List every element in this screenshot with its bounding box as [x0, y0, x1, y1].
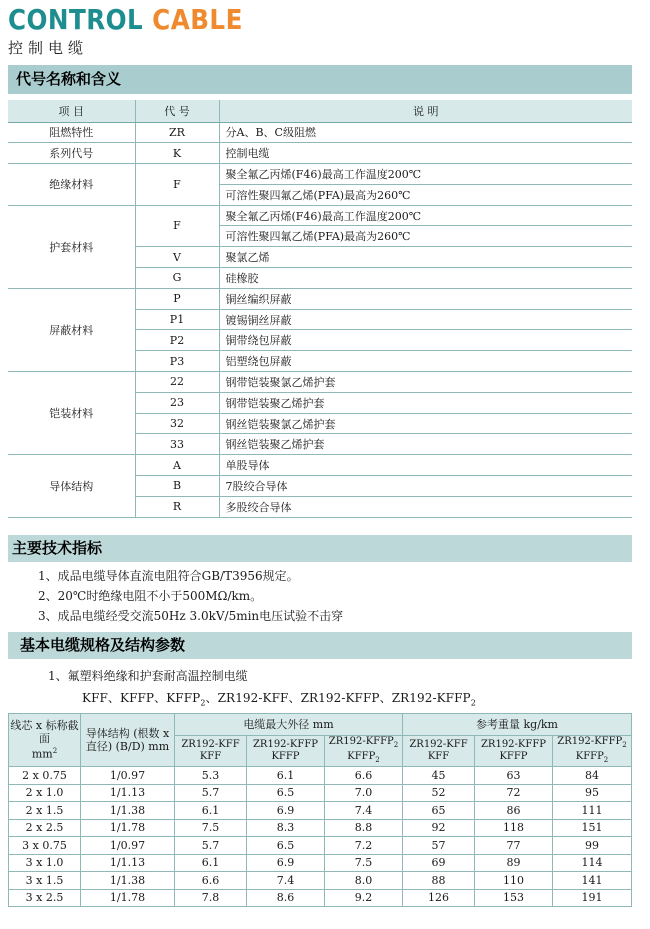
table-cell: 6.5 [247, 784, 325, 802]
cell-desc: 钢丝铠装聚氯乙烯护套 [219, 413, 632, 434]
brand-word-cable: CABLE [152, 3, 243, 36]
table-cell: 111 [553, 802, 632, 820]
table-cell: 7.5 [325, 854, 403, 872]
cell-item: 导体结构 [8, 455, 135, 517]
subheader-line: ZR192-KFFP [328, 736, 394, 747]
subheader-sub: 2 [375, 756, 380, 764]
header-cores [9, 714, 81, 767]
table-cell: 1/1.38 [81, 872, 175, 890]
table-cell: 5.7 [175, 784, 247, 802]
table-cell: 3 x 1.0 [9, 854, 81, 872]
table-cell: 7.2 [325, 837, 403, 855]
cell-desc: 铜带绕包屏蔽 [219, 330, 632, 351]
table-cell: 63 [475, 767, 553, 785]
header-desc: 说 明 [219, 100, 632, 122]
subheader-sub: 2 [622, 741, 627, 749]
table-cell: 3 x 1.5 [9, 872, 81, 890]
table-cell: 6.5 [247, 837, 325, 855]
cell-desc: 单股导体 [219, 455, 632, 476]
table-cell: 153 [475, 889, 553, 907]
table-cell: 6.1 [175, 854, 247, 872]
cell-desc: 控制电缆 [219, 143, 632, 164]
cell-item: 系列代号 [8, 143, 135, 164]
table-cell: 84 [553, 767, 632, 785]
table-row [9, 889, 632, 907]
table-row [8, 288, 632, 309]
table-cell: 110 [475, 872, 553, 890]
table-cell: 65 [403, 802, 475, 820]
cell-code: ZR [135, 122, 219, 143]
cell-item: 护套材料 [8, 205, 135, 288]
table-cell: 57 [403, 837, 475, 855]
cell-code: P1 [135, 309, 219, 330]
table-cell: 1/0.97 [81, 837, 175, 855]
params-header-row [9, 714, 632, 736]
model-list-part: 、ZR192-KFF、ZR192-KFFP、ZR192-KFFP [205, 691, 471, 705]
table-cell: 69 [403, 854, 475, 872]
subheader-b [247, 736, 325, 767]
cell-desc: 钢带铠装聚氯乙烯护套 [219, 372, 632, 393]
cell-desc: 可溶性聚四氟乙烯(PFA)最高为260℃ [219, 226, 632, 247]
table-cell: 6.6 [175, 872, 247, 890]
table-cell: 1/1.13 [81, 784, 175, 802]
table-cell: 88 [403, 872, 475, 890]
table-cell: 52 [403, 784, 475, 802]
table-cell: 6.1 [247, 767, 325, 785]
table-cell: 8.6 [247, 889, 325, 907]
table-cell: 1/0.97 [81, 767, 175, 785]
table-cell: 114 [553, 854, 632, 872]
table-row [8, 143, 632, 164]
table-row [9, 819, 632, 837]
params-body [9, 767, 632, 907]
table-cell: 151 [553, 819, 632, 837]
subheader-line: ZR192-KFF [181, 739, 240, 750]
header-item: 项 目 [8, 100, 135, 122]
table-cell: 92 [403, 819, 475, 837]
cell-code: 23 [135, 392, 219, 413]
specs-list [38, 566, 343, 626]
table-cell: 3 x 2.5 [9, 889, 81, 907]
cell-code: 32 [135, 413, 219, 434]
section-title-codes: 代号名称和含义 [8, 65, 632, 94]
cell-code: F [135, 164, 219, 206]
table-cell: 8.3 [247, 819, 325, 837]
brand-word-control: CONTROL [8, 3, 144, 36]
header-od: 电缆最大外径 mm [175, 714, 403, 736]
subheader-line: ZR192-KFFP [480, 739, 547, 750]
subheader-line: KFFP [499, 751, 528, 762]
table-row [8, 164, 632, 185]
table-cell: 2 x 2.5 [9, 819, 81, 837]
cell-code: P3 [135, 351, 219, 372]
cell-code: K [135, 143, 219, 164]
brand-title-cn: 控制电缆 [8, 39, 89, 57]
cell-desc: 多股绞合导体 [219, 496, 632, 517]
cell-item: 绝缘材料 [8, 164, 135, 206]
subheader-a [175, 736, 247, 767]
table-row [8, 372, 632, 393]
table-cell: 5.3 [175, 767, 247, 785]
cell-code: G [135, 268, 219, 289]
cable-type-heading: 1、氟塑料绝缘和护套耐高温控制电缆 [48, 669, 248, 683]
table-cell: 86 [475, 802, 553, 820]
cell-code: F [135, 205, 219, 247]
header-cores-sup: 2 [52, 747, 58, 756]
brand-header [8, 5, 275, 58]
table-cell: 45 [403, 767, 475, 785]
cell-desc: 聚全氟乙丙烯(F46)最高工作温度200℃ [219, 205, 632, 226]
table-cell: 141 [553, 872, 632, 890]
table-row [8, 122, 632, 143]
subheader-line: ZR192-KFFP [252, 739, 319, 750]
brand-title-en [8, 5, 243, 35]
table-cell: 1/1.78 [81, 819, 175, 837]
table-row [8, 205, 632, 226]
subheader-c [325, 736, 403, 767]
cell-item: 阻燃特性 [8, 122, 135, 143]
table-cell: 2 x 1.5 [9, 802, 81, 820]
table-cell: 6.9 [247, 802, 325, 820]
cell-item: 铠装材料 [8, 372, 135, 455]
cell-code: B [135, 476, 219, 497]
table-cell: 6.6 [325, 767, 403, 785]
table-cell: 3 x 0.75 [9, 837, 81, 855]
table-cell: 9.2 [325, 889, 403, 907]
table-cell: 126 [403, 889, 475, 907]
cell-desc: 铝塑绕包屏蔽 [219, 351, 632, 372]
cell-desc: 聚全氟乙丙烯(F46)最高工作温度200℃ [219, 164, 632, 185]
cell-code: 22 [135, 372, 219, 393]
table-cell: 191 [553, 889, 632, 907]
section-title-params: 基本电缆规格及结构参数 [8, 632, 632, 659]
subheader-sub: 2 [603, 756, 609, 764]
cell-desc: 7股绞合导体 [219, 476, 632, 497]
model-list-part: KFF、KFFP、KFFP [82, 691, 201, 705]
table-cell: 72 [475, 784, 553, 802]
header-cores-unit: mm [31, 747, 53, 761]
model-subscript: 2 [470, 698, 476, 708]
cell-code: 33 [135, 434, 219, 455]
table-cell: 7.8 [175, 889, 247, 907]
subheader-c [553, 736, 632, 767]
subheader-line: ZR192-KFFP [557, 736, 623, 747]
subheader-line: KFFP [575, 751, 604, 762]
table-cell: 7.4 [247, 872, 325, 890]
table-row [9, 802, 632, 820]
subheader-line: KFFP [347, 751, 376, 762]
subheader-line: KFFP [271, 751, 300, 762]
table-cell: 77 [475, 837, 553, 855]
table-cell: 2 x 0.75 [9, 767, 81, 785]
header-conductor: 导体结构 (根数 x 直径) (B/D) mm [81, 714, 175, 767]
table-row [9, 784, 632, 802]
table-cell: 6.1 [175, 802, 247, 820]
table-cell: 2 x 1.0 [9, 784, 81, 802]
spec-item: 2、20℃时绝缘电阻不小于500MΩ/km。 [38, 589, 263, 603]
subheader-line: KFF [199, 751, 222, 762]
table-cell: 118 [475, 819, 553, 837]
cell-desc: 钢丝铠装聚乙烯护套 [219, 434, 632, 455]
cell-code: V [135, 247, 219, 268]
table-cell: 1/1.13 [81, 854, 175, 872]
model-subscript: 2 [200, 698, 206, 708]
cell-code: A [135, 455, 219, 476]
table-cell: 89 [475, 854, 553, 872]
cell-desc: 铜丝编织屏蔽 [219, 288, 632, 309]
cell-desc: 钢带铠装聚乙烯护套 [219, 392, 632, 413]
codes-table-header [8, 100, 632, 122]
table-row [9, 854, 632, 872]
cell-desc: 硅橡胶 [219, 268, 632, 289]
table-cell: 6.9 [247, 854, 325, 872]
header-weight: 参考重量 kg/km [403, 714, 632, 736]
table-row [9, 767, 632, 785]
table-row [8, 455, 632, 476]
subheader-line: ZR192-KFF [409, 739, 468, 750]
header-cores-label: 线芯 x 标称截面 [10, 719, 79, 746]
table-cell: 8.8 [325, 819, 403, 837]
subheader-line: KFF [427, 751, 450, 762]
table-cell: 1/1.38 [81, 802, 175, 820]
subheader-sub: 2 [393, 741, 399, 749]
subheader-a [403, 736, 475, 767]
table-cell: 1/1.78 [81, 889, 175, 907]
section-title-specs: 主要技术指标 [8, 535, 632, 562]
codes-table [8, 100, 632, 518]
cell-code: P2 [135, 330, 219, 351]
table-cell: 95 [553, 784, 632, 802]
header-code: 代 号 [135, 100, 219, 122]
cell-item: 屏蔽材料 [8, 288, 135, 371]
model-list [82, 689, 476, 707]
cell-desc: 聚氯乙烯 [219, 247, 632, 268]
table-cell: 5.7 [175, 837, 247, 855]
table-row [9, 872, 632, 890]
cell-code: R [135, 496, 219, 517]
table-cell: 7.0 [325, 784, 403, 802]
cell-desc: 可溶性聚四氟乙烯(PFA)最高为260℃ [219, 184, 632, 205]
cell-desc: 分A、B、C级阻燃 [219, 122, 632, 143]
table-cell: 7.5 [175, 819, 247, 837]
table-cell: 99 [553, 837, 632, 855]
spec-item: 3、成品电缆经受交流50Hz 3.0kV/5min电压试验不击穿 [38, 609, 344, 623]
subheader-b [475, 736, 553, 767]
params-table [8, 713, 632, 907]
cell-desc: 镀锡铜丝屏蔽 [219, 309, 632, 330]
table-cell: 8.0 [325, 872, 403, 890]
table-cell: 7.4 [325, 802, 403, 820]
table-row [9, 837, 632, 855]
spec-item: 1、成品电缆导体直流电阻符合GB/T3956规定。 [38, 569, 299, 583]
cell-code: P [135, 288, 219, 309]
